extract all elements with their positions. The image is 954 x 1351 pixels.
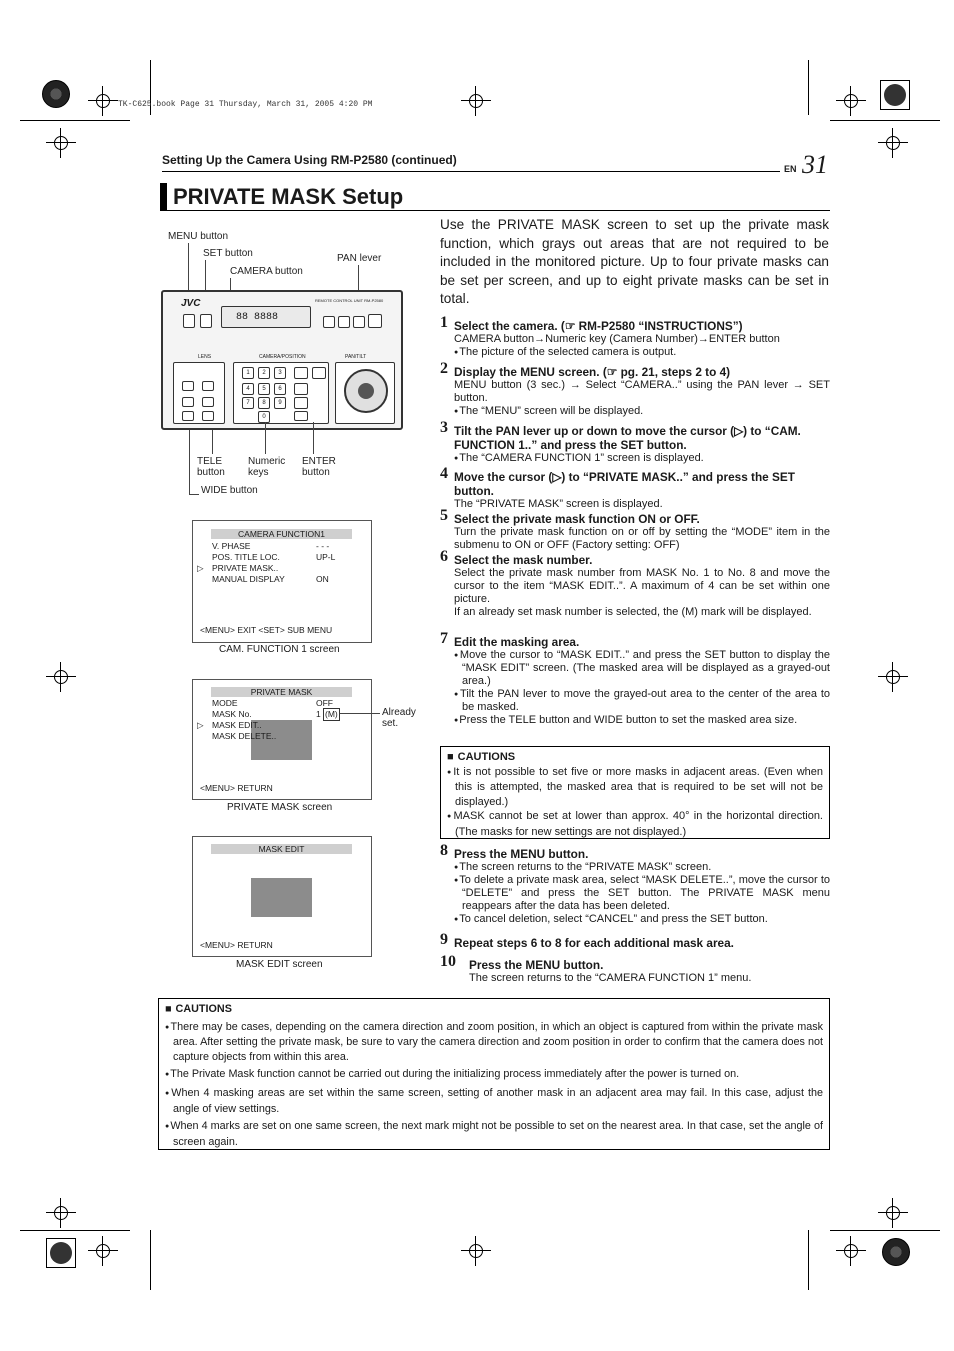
camera-button[interactable]	[294, 367, 308, 379]
step-9	[440, 931, 830, 950]
function-button[interactable]	[353, 316, 365, 328]
screen-header: CAMERA FUNCTION1	[211, 529, 352, 539]
crosshair-mark	[836, 1236, 866, 1266]
screen-footer: <MENU> RETURN	[200, 940, 273, 950]
menu-item-value: UP-L	[316, 552, 336, 562]
screen-header: PRIVATE MASK	[211, 687, 352, 697]
caution-item: ● MASK cannot be set at lower than approx. 40° in the horizontal direction. (The masks for new settings are not displayed.)	[447, 809, 823, 839]
menu-item-value: OFF	[316, 698, 333, 708]
step-heading: Tilt the PAN lever up or down to move the cursor (▷) to “CAM. FUNCTION 1..” and press the SET button.	[454, 424, 801, 452]
trim-line	[830, 1230, 940, 1231]
page-number: 31	[802, 150, 828, 179]
lens-panel	[173, 362, 225, 424]
pan-lever-label: PAN lever	[337, 253, 382, 264]
trim-line	[808, 1230, 809, 1290]
step-bullet: ● The screen returns to the “PRIVATE MASK” screen.	[454, 861, 830, 874]
step-10	[440, 953, 830, 985]
wide-button[interactable]	[182, 411, 194, 421]
menu-item-label: MANUAL DISPLAY	[212, 574, 285, 584]
trim-line	[830, 120, 940, 121]
step-bullet: ● The picture of the selected camera is output.	[454, 346, 830, 359]
title-bar	[160, 183, 167, 210]
cautions-box-inner	[440, 746, 830, 839]
step-heading: Select the camera. (☞ RM-P2580 “INSTRUCTIONS”)	[454, 319, 743, 333]
numeric-key[interactable]: 8	[258, 397, 270, 409]
lens-button[interactable]	[182, 381, 194, 391]
step-text: Select the private mask number from MASK No. 1 to No. 8 and move the cursor to the item “MASK EDIT..”. A maximum of 4 can be set within one picture.	[454, 567, 830, 605]
menu-item-label: MASK No.	[212, 709, 252, 719]
numeric-key[interactable]: 0	[258, 411, 270, 423]
camera-button-label: CAMERA button	[230, 266, 303, 277]
function-button[interactable]	[323, 316, 335, 328]
set-button-label: SET button	[203, 248, 253, 259]
step-bullet: ● The “MENU” screen will be displayed.	[454, 405, 830, 418]
crosshair-mark	[46, 662, 76, 692]
numeric-key[interactable]: 7	[242, 397, 254, 409]
numeric-key[interactable]: 1	[242, 367, 254, 379]
step-number: 8	[440, 842, 448, 859]
step-number: 2	[440, 360, 448, 377]
cam-function-screen	[192, 520, 372, 643]
header-rule	[162, 171, 780, 172]
step-text: MENU button (3 sec.) → Select “CAMERA..” using the PAN lever → SET button.	[454, 379, 830, 404]
leader-line	[212, 430, 213, 454]
lens-button[interactable]	[182, 397, 194, 407]
step-bullet: ● The “CAMERA FUNCTION 1” screen is displayed.	[454, 452, 830, 465]
display-readout: 88 8888	[236, 312, 279, 323]
tele-button-label: TELE button	[197, 456, 225, 478]
trim-line	[150, 1230, 151, 1290]
step-heading: Press the MENU button.	[469, 958, 604, 972]
registration-mark	[42, 80, 70, 108]
private-mask-screen	[192, 679, 372, 800]
crosshair-mark	[878, 128, 908, 158]
menu-button[interactable]	[183, 314, 195, 328]
step-bullet: ● Press the TELE button and WIDE button to set the masked area size.	[454, 714, 830, 727]
position-button[interactable]	[312, 367, 326, 379]
cautions-box-bottom	[158, 998, 830, 1150]
enter-button[interactable]	[294, 411, 308, 421]
crosshair-mark	[461, 1236, 491, 1266]
step-heading: Repeat steps 6 to 8 for each additional mask area.	[454, 936, 734, 950]
numeric-key[interactable]: 3	[274, 367, 286, 379]
book-info-line: TK-C625.book Page 31 Thursday, March 31, 2005 4:20 PM	[118, 100, 373, 109]
crosshair-mark	[836, 86, 866, 116]
crosshair-mark	[88, 1236, 118, 1266]
remote-model: REMOTE CONTROL UNIT RM-P2580	[315, 298, 384, 303]
numeric-key[interactable]: 9	[274, 397, 286, 409]
step-number: 3	[440, 419, 448, 436]
trim-line	[20, 120, 130, 121]
step-text: Turn the private mask function on or off by setting the “MODE” item in the submenu to ON or OFF (Factory setting: OFF)	[454, 526, 830, 551]
numeric-key[interactable]: 6	[274, 383, 286, 395]
step-number: 10	[440, 953, 456, 970]
lens-button[interactable]	[202, 397, 214, 407]
numeric-key[interactable]: 4	[242, 383, 254, 395]
position-button[interactable]	[294, 383, 308, 395]
step-number: 1	[440, 314, 448, 331]
step-number: 9	[440, 931, 448, 948]
step-heading: Select the mask number.	[454, 553, 593, 567]
masked-area	[251, 878, 312, 917]
step-number: 4	[440, 465, 448, 482]
step-6	[440, 548, 830, 619]
step-number: 6	[440, 548, 448, 565]
remote-display	[221, 306, 311, 328]
menu-item-label: MODE	[212, 698, 238, 708]
already-set-label: Already set.	[382, 707, 416, 729]
crosshair-mark	[461, 86, 491, 116]
function-button[interactable]	[338, 316, 350, 328]
step-heading: Move the cursor (▷) to “PRIVATE MASK..” and press the SET button.	[454, 470, 795, 498]
caution-item: ● The Private Mask function cannot be carried out during the initializing process immediately after the power is turned on.	[165, 1067, 823, 1083]
step-text: The “PRIVATE MASK” screen is displayed.	[454, 498, 663, 510]
lens-section-label: LENS	[198, 354, 212, 360]
screen-footer: <MENU> EXIT <SET> SUB MENU	[200, 625, 333, 635]
numeric-key[interactable]: 5	[258, 383, 270, 395]
trim-line	[808, 60, 809, 115]
caution-item: ● When 4 marks are set on one same screen, the next mark might not be possible to set on the nearest area. In that case, set the angle of screen again.	[165, 1119, 823, 1149]
cursor-icon: ▷	[197, 563, 204, 573]
step-text: CAMERA button→Numeric key (Camera Number)→ENTER button	[454, 333, 780, 345]
pan-lever-knob	[358, 383, 374, 399]
step-7	[440, 630, 830, 727]
trim-line	[20, 1230, 130, 1231]
remote-brand: JVC	[181, 298, 201, 309]
menu-button-label: MENU button	[168, 231, 229, 242]
step-bullet: ● Tilt the PAN lever to move the grayed-out area to the center of the area to be masked.	[454, 688, 830, 714]
step-number: 5	[440, 507, 448, 524]
menu-item-value: ON	[316, 574, 329, 584]
crosshair-mark	[878, 662, 908, 692]
leader-line	[265, 422, 266, 454]
already-set-mark: (M)	[325, 709, 338, 719]
step-number: 7	[440, 630, 448, 647]
numeric-keys-label: Numeric keys	[248, 456, 286, 478]
menu-item-label: MASK DELETE..	[212, 731, 277, 741]
cautions-title: ■ CAUTIONS	[447, 750, 823, 765]
step-bullet: ● Move the cursor to “MASK EDIT..” and press the SET button to display the “MASK EDIT” screen. (The masked area will be displayed as a grayed-out area.)	[454, 649, 830, 688]
caution-item: ● There may be cases, depending on the camera direction and zoom position, in which an object is captured from within the private mask area. After setting the private mask, be sure to vary the camera direction and zoom position in order to confirm that the camera does not capture objects from within this area.	[165, 1020, 823, 1065]
crosshair-mark	[878, 1198, 908, 1228]
language-tag: EN	[784, 164, 797, 174]
pan-tilt-panel	[335, 362, 395, 424]
menu-item-value: 1	[316, 709, 321, 719]
position-button[interactable]	[294, 397, 308, 409]
menu-item-label: PRIVATE MASK..	[212, 563, 279, 573]
enter-button-label: ENTER button	[302, 456, 336, 478]
registration-mark	[882, 1238, 910, 1266]
function-button[interactable]	[368, 314, 382, 328]
title-rule	[160, 210, 830, 211]
lens-button[interactable]	[202, 381, 214, 391]
cam-function-caption: CAM. FUNCTION 1 screen	[219, 644, 340, 655]
step-4	[440, 465, 830, 511]
camera-position-panel	[233, 362, 329, 424]
numeric-key[interactable]: 2	[258, 367, 270, 379]
step-bullet: ● To cancel deletion, select “CANCEL” and press the SET button.	[454, 913, 830, 926]
step-heading: Edit the masking area.	[454, 635, 580, 649]
menu-item-value: - - -	[316, 541, 330, 551]
step-heading: Display the MENU screen. (☞ pg. 21, steps 2 to 4)	[454, 365, 731, 379]
step-text: The screen returns to the “CAMERA FUNCTION 1” menu.	[469, 972, 752, 984]
intro-paragraph: Use the PRIVATE MASK screen to set up the private mask function, which grays out areas that are not required to be included in the monitored picture. Up to four private masks can be set per screen, and up to eight private masks can be set in total.	[440, 217, 829, 307]
wide-button-label: WIDE button	[201, 485, 258, 496]
tele-button[interactable]	[202, 411, 214, 421]
set-button[interactable]	[200, 314, 212, 328]
pan-tilt-label: PAN/TILT	[345, 354, 367, 360]
step-1	[440, 314, 830, 359]
pan-lever[interactable]	[344, 369, 388, 413]
step-heading: Press the MENU button.	[454, 847, 589, 861]
caution-item: ● It is not possible to set five or more masks in adjacent areas. (Even when this is attempted, the masked area that is required to be set will not be displayed.)	[447, 765, 823, 810]
crosshair-mark	[46, 128, 76, 158]
menu-item-label: MASK EDIT..	[212, 720, 262, 730]
step-8	[440, 842, 830, 926]
cursor-icon: ▷	[197, 720, 204, 730]
step-3	[440, 419, 830, 465]
screen-footer: <MENU> RETURN	[200, 783, 273, 793]
step-2	[440, 360, 830, 418]
running-title: Setting Up the Camera Using RM-P2580 (continued)	[162, 153, 457, 167]
step-bullet: ● To delete a private mask area, select “MASK DELETE..”, move the cursor to “DELETE” and press the SET button. The PRIVATE MASK menu reappears after the data has been deleted.	[454, 874, 830, 913]
crosshair-mark	[46, 1198, 76, 1228]
section-title: PRIVATE MASK Setup	[173, 184, 404, 209]
mask-edit-screen	[192, 836, 372, 957]
menu-item-label: V. PHASE	[212, 541, 251, 551]
cautions-title: ■ CAUTIONS	[165, 1002, 823, 1017]
registration-mark	[46, 1238, 76, 1268]
remote-controller-illustration	[161, 290, 403, 430]
step-text: If an already set mask number is selected, the (M) mark will be displayed.	[454, 606, 812, 618]
crosshair-mark	[88, 86, 118, 116]
menu-item-label: POS. TITLE LOC.	[212, 552, 280, 562]
leader-line	[189, 430, 190, 495]
camera-position-label: CAMERA/POSITION	[259, 354, 306, 360]
step-heading: Select the private mask function ON or OFF.	[454, 512, 700, 526]
mask-edit-caption: MASK EDIT screen	[236, 959, 323, 970]
step-5	[440, 507, 830, 552]
leader-line	[313, 422, 314, 454]
registration-mark	[880, 80, 910, 110]
leader-line	[189, 494, 199, 495]
private-mask-caption: PRIVATE MASK screen	[227, 802, 333, 813]
caution-item: ● When 4 masking areas are set within the same screen, setting of another mask in an adjacent area may fail. In this case, adjust the angle of view settings.	[165, 1086, 823, 1116]
screen-header: MASK EDIT	[211, 844, 352, 854]
leader-line	[340, 713, 380, 714]
